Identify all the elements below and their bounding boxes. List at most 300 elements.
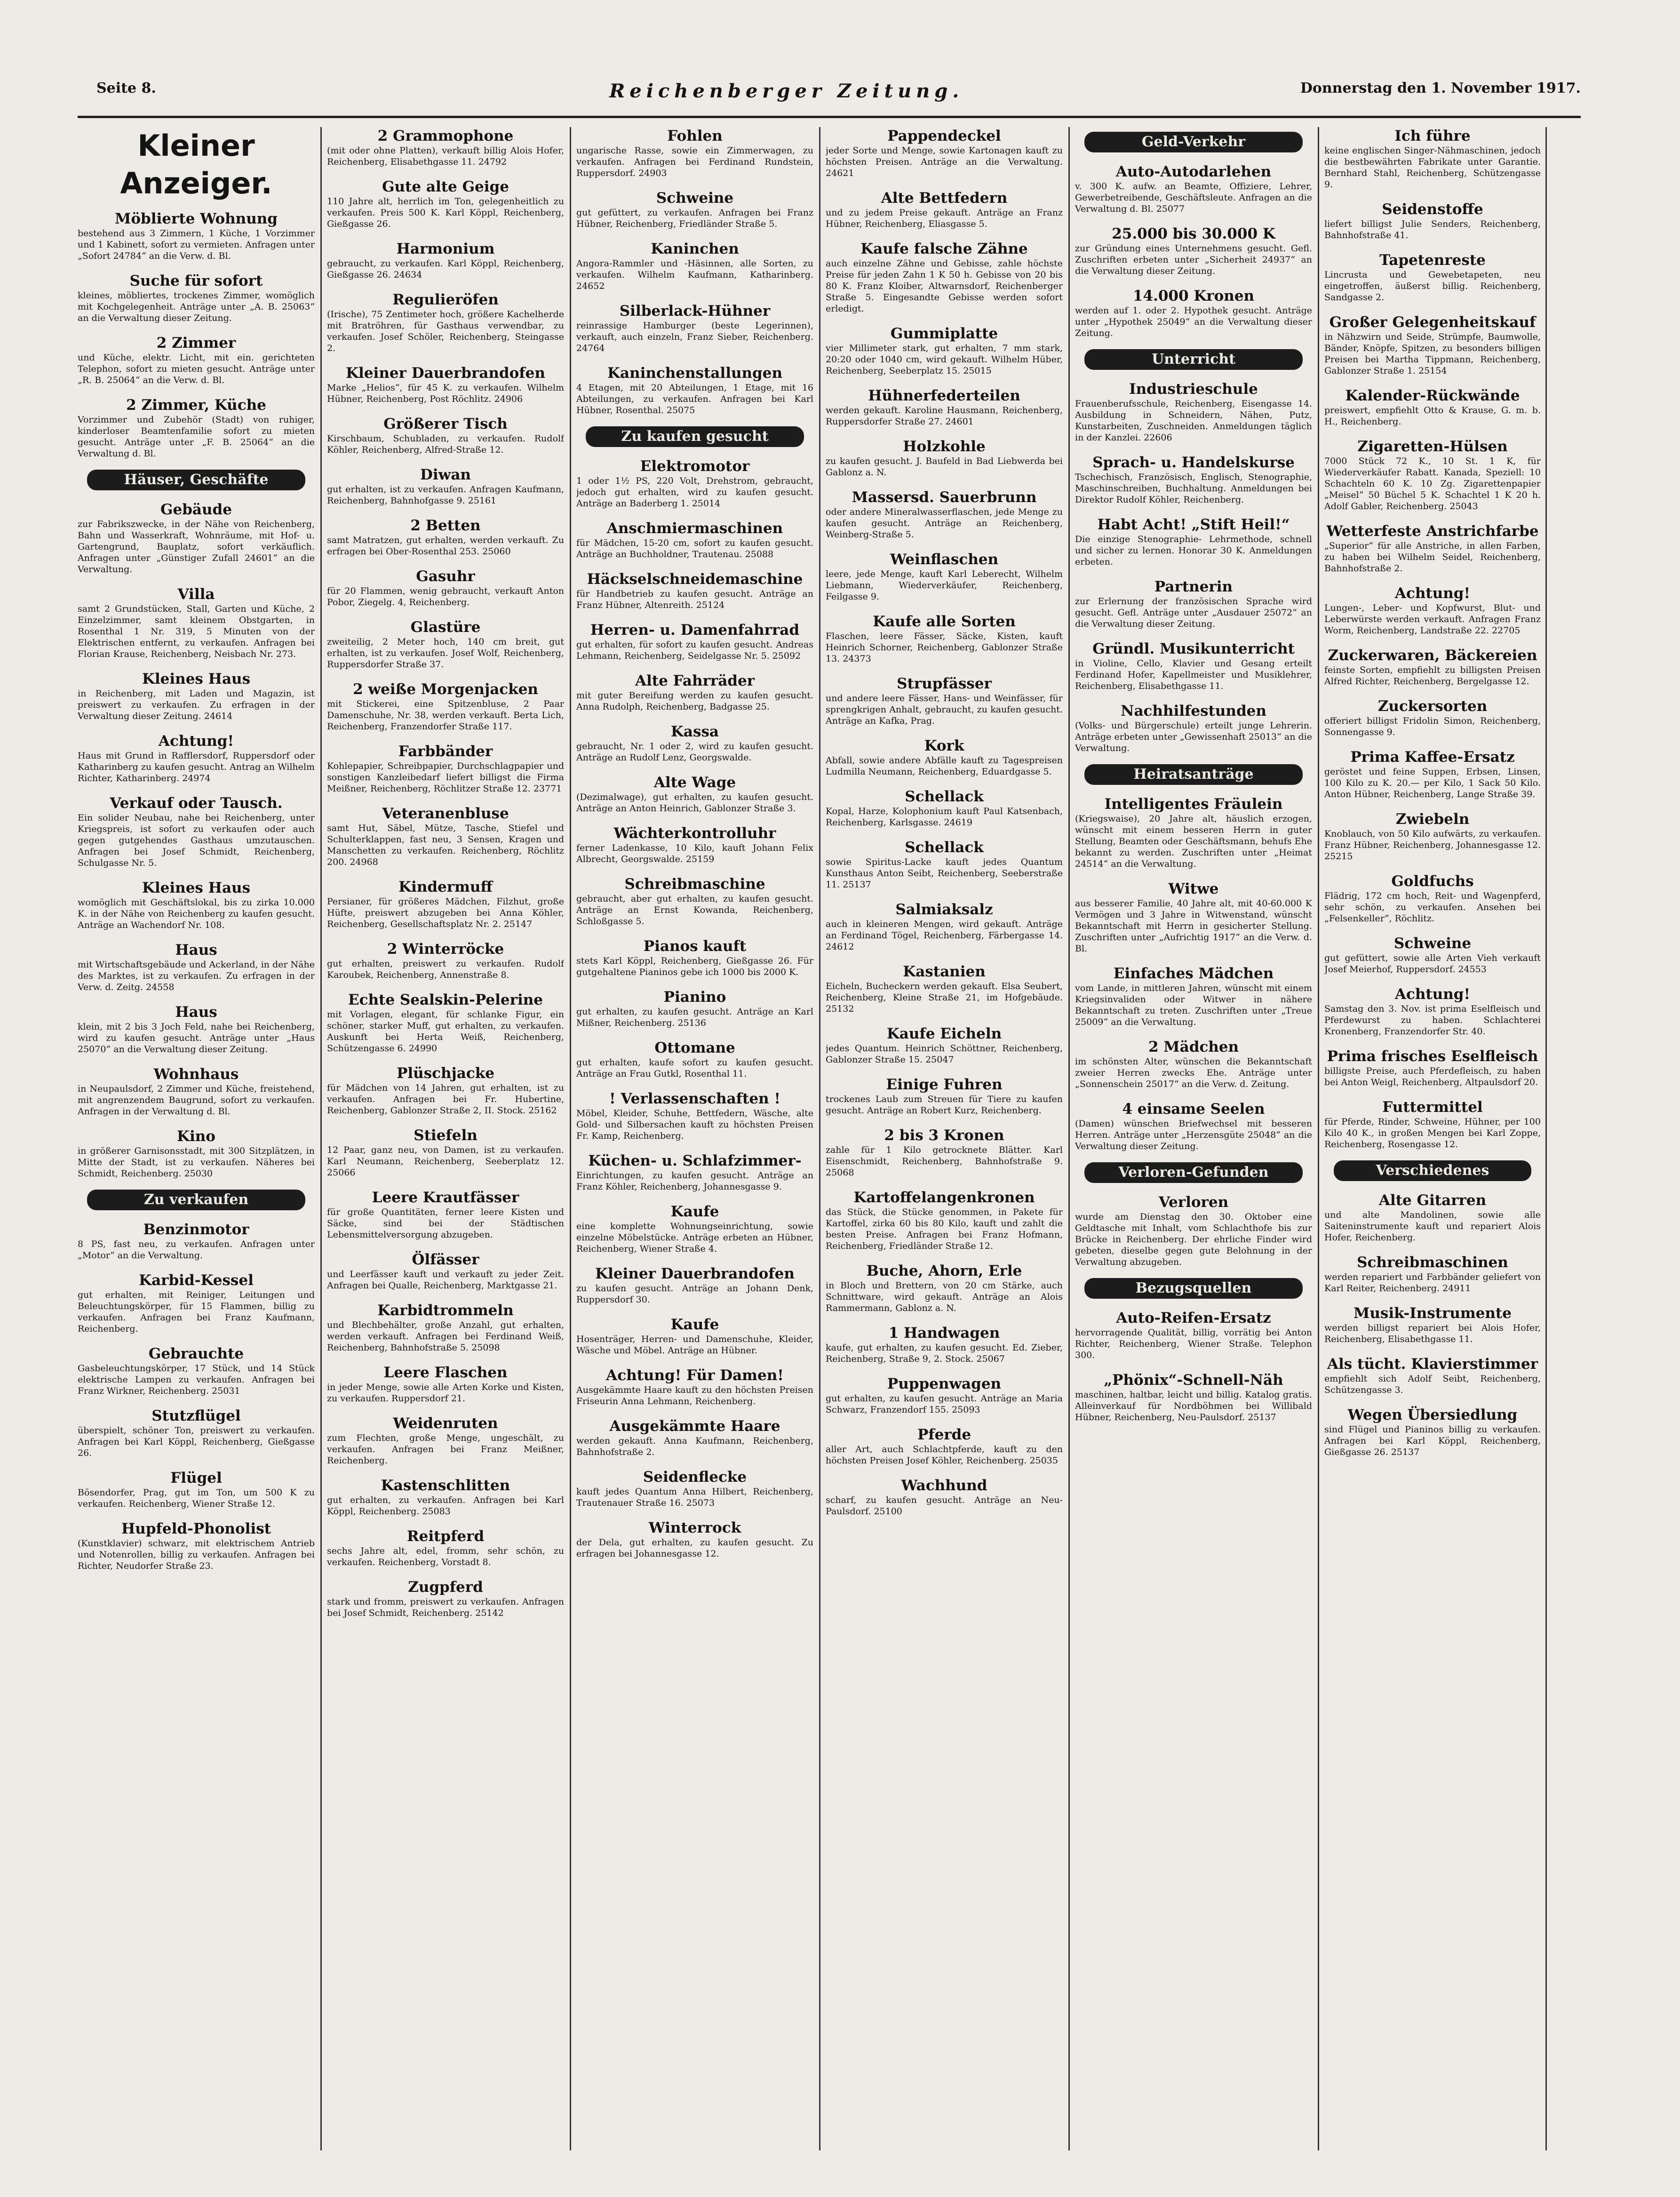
classified-ad	[826, 675, 1063, 727]
ad-body: Angora-Rammler und -Häsinnen, alle Sorten, zu verkaufen. Wilhelm Kaufmann, Katharinberg. 24652	[576, 258, 813, 291]
classified-ad	[826, 488, 1063, 540]
classified-ad	[78, 1469, 315, 1510]
ad-heading: Großer Gelegenheitskauf	[1329, 314, 1536, 331]
ad-body: vier Millimeter stark, gut erhalten, 7 mm stark, 20:20 oder 1040 cm, wird gekauft. Wilhelm Hüber, Reichenberg, Seeberplatz 15. 25015	[826, 343, 1063, 376]
ad-heading: Witwe	[1168, 880, 1219, 897]
ad-heading: Weinflaschen	[890, 551, 999, 568]
classified-ad	[327, 517, 564, 557]
classified-ad	[826, 613, 1063, 664]
ad-heading: Zuckersorten	[1377, 698, 1488, 715]
ad-heading: Kino	[177, 1128, 215, 1145]
ad-body: kaufe, gut erhalten, zu kaufen gesucht. Ed. Zieber, Reichenberg, Straße 9, 2. Stock. 25067	[826, 1342, 1063, 1364]
ad-body: oder andere Mineralwasserflaschen, jede Menge zu kaufen gesucht. Anträge an Reichenberg, Weinberg-Straße 5.	[826, 507, 1063, 540]
ad-heading: Strupfässer	[897, 675, 992, 692]
classified-ad	[1075, 163, 1312, 215]
ad-heading: Haus	[175, 942, 217, 959]
ad-body: bestehend aus 3 Zimmern, 1 Küche, 1 Vorzimmer und 1 Kabinett, sofort zu vermieten. Anfragen unter „Sofort 24784“ an die Verw. d. Bl.	[78, 228, 315, 261]
ad-body: keine englischen Singer-Nähmaschinen, jedoch die bestbewährten Fabrikate unter Garantie. Bernhard Stahl, Reichenberg, Schützengasse 9.	[1324, 145, 1541, 190]
ad-heading: 2 Mädchen	[1148, 1039, 1239, 1055]
classified-ad	[1324, 313, 1541, 376]
ad-body: Einrichtungen, zu kaufen gesucht. Anträge an Franz Köhler, Reichenberg, Johannesgasse 9.	[576, 1170, 813, 1192]
ad-heading: Alte Bettfedern	[881, 190, 1008, 207]
ad-body: sechs Jahre alt, edel, fromm, sehr schön, zu verkaufen. Reichenberg, Vorstadt 8.	[327, 1546, 564, 1567]
ad-heading: Als tücht. Klavierstimmer	[1327, 1356, 1538, 1373]
section-title: Kleiner Anzeiger.	[120, 128, 272, 200]
ad-body: 1 oder 1½ PS, 220 Volt, Drehstrom, gebraucht, jedoch gut erhalten, wird zu kaufen gesucht. Anträge an Baderberg 1. 25014	[576, 476, 813, 509]
ad-body: aus besserer Familie, 40 Jahre alt, mit 40-60.000 K Vermögen und 3 Jahre in Witwenstand, wünscht Bekanntschaft mit Herrn in gesicherter Stellung. Zuschriften unter „Aufrichtig 1917“ an die Verw. d. Bl.	[1075, 898, 1312, 954]
ad-heading: Verloren	[1158, 1194, 1229, 1211]
ad-heading: Farbbänder	[398, 743, 493, 760]
ad-body: Möbel, Kleider, Schuhe, Bettfedern, Wäsche, alte Gold- und Silbersachen kauft zu höchsten Preisen Fr. Kamp, Reichenberg.	[576, 1108, 813, 1141]
ad-body: gut erhalten, zu kaufen gesucht. Anträge an Karl Mißner, Reichenberg. 25136	[576, 1007, 813, 1028]
classified-ad	[1075, 1193, 1312, 1268]
classified-ad	[1324, 872, 1541, 924]
ad-body: gut gefüttert, sowie alle Arten Vieh verkauft Josef Meierhof, Ruppersdorf. 24553	[1324, 953, 1541, 975]
classified-ad	[576, 1265, 813, 1305]
ad-body: in Nähzwirn und Seide, Strümpfe, Baumwolle, Bänder, Knöpfe, Spitzen, zu besonders billigen Preisen bei Martha Tippmann, Reichenberg, Gablonzer Straße 1. 25154	[1324, 332, 1541, 376]
ad-body: werden gekauft. Karoline Hausmann, Reichenberg, Ruppersdorfer Straße 27. 24601	[826, 405, 1063, 427]
classified-ad	[78, 794, 315, 869]
classified-ad	[826, 240, 1063, 314]
ad-body: ferner Ladenkasse, 10 Kilo, kauft Johann Felix Albrecht, Georgswalde. 25159	[576, 843, 813, 864]
ad-heading: Wächterkontrolluhr	[613, 825, 776, 842]
ad-body: gut erhalten, zu verkaufen. Anfragen bei Karl Köppl, Reichenberg. 25083	[327, 1495, 564, 1517]
ad-body: wurde am Dienstag den 30. Oktober eine Geldtasche mit Inhalt, vom Schlachthofe bis zur Brücke in Reichenberg. Der ehrliche Finder wird gebeten, dieselbe gegen gute Belohnung in der Verwaltung abzugeben.	[1075, 1212, 1312, 1267]
ad-body: in größerer Garnisonsstadt, mit 300 Sitzplätzen, in Mitte der Stadt, ist zu verkaufen. Näheres bei Schmidt, Reichenberg. 25030	[78, 1146, 315, 1179]
classified-ad	[78, 670, 315, 722]
classified-ad	[78, 272, 315, 324]
ad-body: billigste Preise, auch Pferdefleisch, zu haben bei Anton Weigl, Reichenberg, Altpaulsdorf 20.	[1324, 1066, 1541, 1087]
ad-body: geröstet und feine Suppen, Erbsen, Linsen, 100 Kilo zu K. 20.— per Kilo, 1 Sack 50 Kilo. Anton Hübner, Reichenberg, Lange Straße 39.	[1324, 767, 1541, 799]
ad-heading: 2 bis 3 Kronen	[884, 1127, 1004, 1144]
ad-heading: Habt Acht! „Stift Heil!“	[1097, 516, 1290, 533]
ad-body: für 20 Flammen, wenig gebraucht, verkauft Anton Pobor, Ziegelg. 4, Reichenberg.	[327, 586, 564, 607]
classified-ad	[1324, 1304, 1541, 1345]
ad-body: werden gekauft. Anna Kaufmann, Reichenberg, Bahnhofstraße 2.	[576, 1436, 813, 1457]
ad-body: zur Erlernung der französischen Sprache wird gesucht. Gefl. Anträge unter „Ausdauer 25072“ an die Verwaltung dieser Zeitung.	[1075, 596, 1312, 629]
ad-body: Lincrusta und Gewebetapeten, neu eingetroffen, äußerst billig. Reichenberg, Sandgasse 2.	[1324, 270, 1541, 303]
classified-ad	[327, 1251, 564, 1291]
classified-ad	[327, 878, 564, 930]
classified-ad	[826, 551, 1063, 602]
classified-ad	[78, 1407, 315, 1459]
ad-heading: Kartoffelangenkronen	[853, 1189, 1035, 1206]
classified-ad	[327, 1364, 564, 1404]
ad-body: zur Fabrikszwecke, in der Nähe von Reichenberg, Bahn und Wasserkraft, Wohnräume, mit Hof- u. Gartengrund, Bauplatz, sofort verkäuflich. Anfragen unter „Günstiger Zufall 24601“ an die Verwaltung.	[78, 519, 315, 575]
ad-body: jedes Quantum. Heinrich Schöttner, Reichenberg, Gablonzer Straße 15. 25047	[826, 1043, 1063, 1065]
ad-body: der Dela, gut erhalten, zu kaufen gesucht. Zu erfragen bei Johannesgasse 12.	[576, 1537, 813, 1559]
ad-heading: Hühnerfederteilen	[868, 387, 1020, 404]
classified-ad	[327, 618, 564, 670]
ad-heading: Ich führe	[1394, 128, 1471, 144]
classified-ad	[826, 325, 1063, 376]
ad-heading: Häckselschneidemaschine	[587, 571, 803, 588]
ad-body: auch in kleineren Mengen, wird gekauft. Anträge an Ferdinand Tögel, Reichenberg, Färbergasse 14. 24612	[826, 919, 1063, 952]
ad-heading: Kleiner Dauerbrandofen	[595, 1265, 795, 1282]
ad-body: leere, jede Menge, kauft Karl Leberecht, Wilhelm Liebmann, Wiederverkäufer, Reichenberg, Feilgasse 9.	[826, 569, 1063, 602]
ad-heading: Achtung!	[158, 733, 234, 750]
ad-heading: Seidenstoffe	[1382, 201, 1483, 218]
classified-ad	[576, 570, 813, 611]
ad-heading: Silberlack-Hühner	[619, 303, 771, 320]
classified-ad	[1075, 287, 1312, 339]
ad-body: (Irische), 75 Zentimeter hoch, größere Kachelherde mit Bratröhren, für Gasthaus verwendbar, zu verkaufen. Josef Schöler, Reichenberg, Steingasse 2.	[327, 309, 564, 353]
ad-heading: Achtung!	[1394, 585, 1471, 602]
column-divider	[1318, 127, 1319, 2150]
classified-ad	[576, 519, 813, 560]
ad-heading: Kindermuff	[398, 879, 493, 895]
ad-body: gebraucht, aber gut erhalten, zu kaufen gesucht. Anträge an Ernst Kowanda, Reichenberg, Schloßgasse 5.	[576, 894, 813, 927]
ad-body: in jeder Menge, sowie alle Arten Korke und Kisten, zu verkaufen. Ruppersdorf 21.	[327, 1382, 564, 1404]
ad-body: für Pferde, Rinder, Schweine, Hühner, per 100 Kilo 40 K., in großen Mengen bei Karl Zoppe, Reichenberg, Rosengasse 12.	[1324, 1117, 1541, 1150]
ad-heading: Regulieröfen	[392, 291, 499, 308]
classified-ad	[1075, 640, 1312, 692]
ad-body: Samstag den 3. Nov. ist prima Eselfleisch und Pferdewurst zu haben. Schlachterei Kronenberg, Franzendorfer Str. 40.	[1324, 1004, 1541, 1037]
ad-body: sowie Spiritus-Lacke kauft jedes Quantum Kunsthaus Anton Seibt, Reichenberg, Seeberstraße 11. 25137	[826, 857, 1063, 890]
ad-body: Vorzimmer und Zubehör (Stadt) von ruhiger, kinderloser Beamtenfamilie sofort zu mieten gesucht. Anträge unter „F. B. 25064“ an die Verwaltung d. Bl.	[78, 415, 315, 459]
column-divider	[570, 127, 571, 2150]
ad-body: (Dezimalwage), gut erhalten, zu kaufen gesucht. Anträge an Anton Heinrich, Gablonzer Straße 3.	[576, 792, 813, 814]
ad-heading: Alte Fahrräder	[635, 672, 755, 689]
classified-ad	[576, 1417, 813, 1458]
ad-heading: Pferde	[917, 1426, 971, 1443]
classified-ad	[576, 127, 813, 179]
ad-heading: Alte Gitarren	[1378, 1192, 1487, 1209]
classified-ad	[1324, 985, 1541, 1037]
ad-body: Knoblauch, von 50 Kilo aufwärts, zu verkaufen. Franz Hübner, Reichenberg, Johannesgasse 12. 25215	[1324, 829, 1541, 862]
classified-ad	[327, 291, 564, 354]
ad-heading: Größerer Tisch	[383, 415, 508, 432]
section-header: Geld-Verkehr	[1084, 132, 1303, 152]
ad-heading: Prima Kaffee-Ersatz	[1350, 749, 1515, 766]
ad-heading: „Phönix“-Schnell-Näh	[1104, 1372, 1283, 1389]
ad-heading: Gebäude	[160, 501, 232, 518]
ad-heading: 2 Grammophone	[377, 128, 514, 144]
classified-ad	[1075, 702, 1312, 754]
ad-heading: Küchen- u. Schlafzimmer-	[588, 1152, 802, 1169]
ad-body: v. 300 K. aufw. an Beamte, Offiziere, Lehrer, Gewerbetreibende, Geschäftsleute. Anfragen an die Verwaltung d. Bl. 25077	[1075, 181, 1312, 214]
ad-heading: Echte Sealskin-Pelerine	[348, 991, 543, 1008]
section-header: Bezugsquellen	[1084, 1278, 1303, 1299]
ad-heading: Holzkohle	[903, 438, 986, 455]
classified-ad	[1075, 1038, 1312, 1090]
classified-ad	[78, 1003, 315, 1055]
classified-ad	[576, 1090, 813, 1142]
classified-ad	[78, 1221, 315, 1261]
ad-body: Die einzige Stenographie- Lehrmethode, schnell und sicher zu lernen. Honorar 30 K. Anmeldungen erbeten.	[1075, 534, 1312, 567]
classified-ad	[1075, 1371, 1312, 1423]
ad-body: reinrassige Hamburger (beste Legerinnen), verkauft, auch einzeln, Franz Sieber, Reichenberg. 24764	[576, 320, 813, 353]
classified-ad	[1324, 200, 1541, 241]
ad-heading: Industrieschule	[1129, 381, 1258, 398]
classified-ad	[576, 774, 813, 814]
classified-ad	[78, 1065, 315, 1117]
classified-ad	[1075, 380, 1312, 443]
ad-heading: Schreibmaschinen	[1357, 1254, 1508, 1271]
classified-ad	[576, 189, 813, 230]
ad-heading: Diwan	[420, 466, 471, 483]
ad-body: Lungen-, Leber- und Kopfwurst, Blut- und Leberwürste werden verkauft. Anfragen Franz Worm, Reichenberg, Landstraße 22. 22705	[1324, 603, 1541, 636]
ad-heading: Kalender-Rückwände	[1345, 387, 1520, 404]
ad-body: offeriert billigst Fridolin Simon, Reichenberg, Sonnengasse 9.	[1324, 716, 1541, 737]
ad-body: aller Art, auch Schlachtpferde, kauft zu den höchsten Preisen Josef Köhler, Reichenberg. 25035	[826, 1444, 1063, 1466]
classified-ad	[576, 1366, 813, 1407]
ad-heading: Seidenflecke	[643, 1469, 747, 1486]
classified-ad	[327, 991, 564, 1054]
section-header: Verloren-Gefunden	[1084, 1162, 1303, 1183]
ad-body: Persianer, für größeres Mädchen, Filzhut, große Hüfte, preiswert abzugeben bei Anna Köhler, Reichenberg, Gesellschaftsplatz Nr. 2. 25147	[327, 896, 564, 929]
ad-heading: Harmonium	[396, 240, 495, 257]
ad-heading: Auto-Autodarlehen	[1115, 163, 1272, 180]
ad-heading: Kaufe falsche Zähne	[860, 240, 1028, 257]
ad-heading: Kaninchen	[651, 240, 739, 257]
ad-body: (Damen) wünschen Briefwechsel mit besseren Herren. Anträge unter „Herzensgüte 25048“ an die Verwaltung dieser Zeitung.	[1075, 1118, 1312, 1151]
classified-ad	[1075, 1309, 1312, 1361]
ad-body: (mit oder ohne Platten), verkauft billig Alois Hofer, Reichenberg, Elisabethgasse 11. 24792	[327, 145, 564, 167]
classified-ad	[576, 1039, 813, 1079]
classified-ad	[327, 466, 564, 506]
ad-body: Ein solider Neubau, nahe bei Reichenberg, unter Kriegspreis, ist sofort zu verkaufen oder auch gegen gutgehendes Gasthaus umzutauschen. Anfragen bei Josef Schmidt, Reichenberg, Schulgasse Nr. 5.	[78, 813, 315, 868]
ad-body: Gasbeleuchtungskörper, 17 Stück, und 14 Stück elektrische Lampen zu verkaufen. Anfragen bei Franz Wirkner, Reichenberg. 25031	[78, 1363, 315, 1396]
ad-heading: Wetterfeste Anstrichfarbe	[1326, 523, 1539, 540]
ad-heading: Ausgekämmte Haare	[609, 1418, 780, 1435]
classified-ad	[576, 302, 813, 354]
ad-body: stets Karl Köppl, Reichenberg, Gießgasse 26. Für gutgehaltene Pianinos gebe ich 1000 bis 2000 K.	[576, 956, 813, 977]
ad-heading: Nachhilfestunden	[1121, 703, 1266, 719]
ad-heading: Gründl. Musikunterricht	[1092, 640, 1295, 657]
ad-heading: Buche, Ahorn, Erle	[866, 1262, 1022, 1279]
ad-heading: Winterrock	[648, 1519, 741, 1536]
column-divider	[320, 127, 322, 2150]
classified-ad	[327, 240, 564, 280]
ad-body: werden auf 1. oder 2. Hypothek gesucht. Anträge unter „Hypothek 25049“ an die Verwaltung dieser Zeitung.	[1075, 305, 1312, 338]
ad-body: Kirschbaum, Schubladen, zu verkaufen. Rudolf Köhler, Reichenberg, Alfred-Straße 12.	[327, 433, 564, 455]
column-divider	[1068, 127, 1070, 2150]
classified-ad	[1324, 1355, 1541, 1396]
classified-ad	[327, 805, 564, 868]
ad-body: (Kunstklavier) schwarz, mit elektrischem Antrieb und Notenrollen, billig zu verkaufen. Anfragen bei Richter, Neudorfer Straße 23.	[78, 1538, 315, 1571]
ad-heading: Schreibmaschine	[624, 876, 765, 893]
classified-ad	[1324, 697, 1541, 738]
ad-heading: Kleines Haus	[142, 671, 251, 687]
section-header: Verschiedenes	[1334, 1160, 1531, 1181]
ad-body: samt 2 Grundstücken, Stall, Garten und Küche, 2 Einzelzimmer, samt kleinem Obstgarten, in Rosenthal 1 Nr. 319, 5 Minuten von der Elektrischen entfernt, zu verkaufen. Anfragen bei Florian Krause, Reichenberg, Neisbach Nr. 273.	[78, 604, 315, 659]
ad-heading: Haus	[175, 1004, 217, 1021]
ad-heading: 14.000 Kronen	[1132, 288, 1255, 304]
ad-heading: Zigaretten-Hülsen	[1357, 438, 1508, 455]
ad-heading: 1 Handwagen	[888, 1325, 1000, 1342]
ad-body: samt Matratzen, gut erhalten, werden verkauft. Zu erfragen bei Ober-Rosenthal 253. 25060	[327, 535, 564, 557]
ad-heading: Salmiaksalz	[895, 901, 993, 918]
classified-ad	[78, 334, 315, 386]
classified-ad	[576, 240, 813, 292]
ad-heading: Gasuhr	[416, 568, 475, 585]
ad-heading: Zwiebeln	[1395, 811, 1470, 828]
classified-ad	[78, 1127, 315, 1179]
section-header: Zu kaufen gesucht	[586, 426, 804, 447]
ad-body: ungarische Rasse, sowie ein Zimmerwagen, zu verkaufen. Anfragen bei Ferdinand Rundstein, Ruppersdorf. 24903	[576, 145, 813, 178]
ad-body: zahle für 1 Kilo getrocknete Blätter. Karl Eisenschmidt, Reichenberg, Bahnhofstraße 9. 25068	[826, 1145, 1063, 1178]
ad-body: (Volks- und Bürgerschule) erteilt junge Lehrerin. Anträge erbeten unter „Gewissenhaft 25013“ an die Verwaltung.	[1075, 720, 1312, 753]
classified-ad	[327, 1477, 564, 1517]
classified-ad	[78, 501, 315, 575]
classified-ad	[327, 364, 564, 405]
column-2	[327, 127, 564, 2150]
classified-ad	[327, 1578, 564, 1619]
ad-heading: Möblierte Wohnung	[115, 210, 278, 227]
ad-heading: Stutzflügel	[151, 1407, 241, 1424]
ad-body: überspielt, schöner Ton, preiswert zu verkaufen. Anfragen bei Karl Köppl, Reichenberg, Gießgasse 26.	[78, 1425, 315, 1458]
ad-body: in Bloch und Brettern, von 20 cm Stärke, auch Schnittware, wird gekauft. Anträge an Alois Rammermann, Gablonz a. N.	[826, 1280, 1063, 1313]
classified-ad	[826, 737, 1063, 777]
ad-body: Marke „Helios“, für 45 K. zu verkaufen. Wilhelm Hübner, Reichenberg, Post Röchlitz. 24906	[327, 383, 564, 404]
ad-heading: Goldfuchs	[1391, 873, 1474, 890]
section-header: Heiratsanträge	[1084, 764, 1303, 785]
classified-ad	[1324, 647, 1541, 687]
classified-ad	[576, 988, 813, 1029]
ad-heading: Schweine	[1393, 935, 1472, 952]
classified-ad	[327, 1414, 564, 1466]
column-5	[1075, 127, 1312, 2150]
ad-body: und zu jedem Preise gekauft. Anträge an Franz Hübner, Reichenberg, Eliasgasse 5.	[826, 208, 1063, 229]
ad-heading: Elektromotor	[640, 458, 750, 475]
ad-heading: Wachhund	[901, 1477, 987, 1494]
ad-heading: 25.000 bis 30.000 K	[1112, 225, 1275, 242]
ad-body: gut erhalten, kaufe sofort zu kaufen gesucht. Anträge an Frau Gutkl, Rosenthal 11.	[576, 1057, 813, 1079]
ad-body: Haus mit Grund in Rafflersdorf, Ruppersdorf oder Katharinberg zu kaufen gesucht. Antrag an Wilhelm Richter, Katharinberg. 24974	[78, 751, 315, 783]
ad-body: kauft jedes Quantum Anna Hilbert, Reichenberg, Trautenauer Straße 16. 25073	[576, 1486, 813, 1508]
ad-body: feinste Sorten, empfiehlt zu billigsten Preisen Alfred Richter, Reichenberg, Bergelgasse 12.	[1324, 665, 1541, 687]
classified-ad	[576, 621, 813, 662]
ad-body: für Handbetrieb zu kaufen gesucht. Anträge an Franz Hübner, Altenreith. 25124	[576, 589, 813, 610]
classified-ad	[1075, 225, 1312, 277]
ad-heading: Stiefeln	[414, 1127, 478, 1144]
ad-heading: Kassa	[670, 723, 719, 740]
ad-heading: Schellack	[905, 839, 984, 856]
classified-ad	[78, 1520, 315, 1572]
classified-ad	[327, 1064, 564, 1116]
ad-heading: Suche für sofort	[129, 272, 263, 289]
ad-heading: 4 einsame Seelen	[1122, 1101, 1265, 1118]
classified-ad	[826, 1126, 1063, 1178]
ad-heading: Zugpferd	[408, 1579, 483, 1596]
classified-ad	[327, 415, 564, 455]
ad-heading: Kleiner Dauerbrandofen	[346, 365, 545, 382]
ad-body: gut erhalten, preiswert zu verkaufen. Rudolf Karoubek, Reichenberg, Annenstraße 8.	[327, 959, 564, 980]
column-divider	[819, 127, 820, 2150]
classified-ad	[826, 387, 1063, 427]
ad-heading: 2 Zimmer	[156, 335, 236, 352]
ad-heading: 2 Zimmer, Küche	[126, 397, 266, 414]
ad-body: werden repariert und Farbbänder geliefert von Karl Reiter, Reichenberg. 24911	[1324, 1272, 1541, 1294]
ad-body: klein, mit 2 bis 3 Joch Feld, nahe bei Reichenberg, wird zu kaufen gesucht. Anträge unter „Haus 25070“ an die Verwaltung dieser Zeitung.	[78, 1022, 315, 1055]
ad-body: 8 PS, fast neu, zu verkaufen. Anfragen unter „Motor“ an die Verwaltung.	[78, 1239, 315, 1261]
ad-body: und Blechbehälter, große Anzahl, gut erhalten, werden verkauft. Anfragen bei Ferdinand Weiß, Reichenberg, Bahnhofstraße 5. 25098	[327, 1320, 564, 1353]
classified-ad	[576, 457, 813, 509]
ad-body: gut gefüttert, zu verkaufen. Anfragen bei Franz Hübner, Reichenberg, Friedländer Straße 5.	[576, 208, 813, 229]
ad-body: samt Hut, Säbel, Mütze, Tasche, Stiefel und Schulterklappen, fast neu, 3 Sensen, Kragen und Manschetten zu verkaufen. Reichenberg, Röchlitz 200. 24968	[327, 823, 564, 867]
column-4	[826, 127, 1063, 2150]
classified-ad	[576, 824, 813, 865]
classified-ad	[576, 1519, 813, 1559]
classified-ad	[1075, 578, 1312, 630]
classified-ad	[576, 1152, 813, 1192]
ad-body: und Küche, elektr. Licht, mit ein. gerichteten Telephon, sofort zu mieten gesucht. Anträge unter „R. B. 25064“ an die Verw. d. Bl.	[78, 352, 315, 385]
page-header	[78, 80, 1581, 108]
ad-heading: Wegen Übersiedlung	[1347, 1406, 1518, 1423]
ad-body: eine komplette Wohnungseinrichtung, sowie einzelne Möbelstücke. Anträge erbeten an Hübner, Reichenberg, Wiener Straße 4.	[576, 1221, 813, 1254]
classified-ad	[826, 1189, 1063, 1252]
ad-heading: Karbid-Kessel	[139, 1272, 254, 1289]
page-number: Seite 8.	[96, 80, 156, 96]
ad-heading: Einige Fuhren	[886, 1076, 1003, 1093]
classified-ad	[78, 732, 315, 784]
classified-ad	[576, 672, 813, 712]
ad-heading: Einfaches Mädchen	[1113, 965, 1274, 982]
ad-heading: Futtermittel	[1382, 1099, 1483, 1116]
column-1	[78, 127, 315, 2150]
ad-body: liefert billigst Julie Senders, Reichenberg, Bahnhofstraße 41.	[1324, 219, 1541, 240]
classified-ad	[1075, 965, 1312, 1028]
ad-body: gut erhalten, für sofort zu kaufen gesucht. Andreas Lehmann, Reichenberg, Seidelgasse Nr. 5. 25092	[576, 639, 813, 661]
ad-heading: Plüschjacke	[397, 1065, 494, 1082]
classified-ad	[327, 178, 564, 230]
ad-body: mit Stickerei, eine Spitzenbluse, 2 Paar Damenschuhe, Nr. 38, werden verkauft. Berta Lich, Reichenberg, Franzendorfer Straße 117.	[327, 699, 564, 732]
classified-ad	[826, 901, 1063, 952]
classified-ad	[826, 438, 1063, 478]
ad-body: Flädrig, 172 cm hoch, Reit- und Wagenpferd, sehr schön, zu verkaufen. Ansehen bei „Felsenkeller“, Röchlitz.	[1324, 891, 1541, 924]
ad-body: hervorragende Qualität, billig, vorrätig bei Anton Richter, Reichenberg, Wiener Straße. Telephon 300.	[1075, 1327, 1312, 1360]
classified-ad	[576, 723, 813, 763]
classified-ad	[576, 364, 813, 416]
ad-body: preiswert, empfiehlt Otto & Krause, G. m. b. H., Reichenberg.	[1324, 405, 1541, 427]
ad-heading: Kaninchenstallungen	[607, 365, 782, 382]
classified-ad	[826, 1426, 1063, 1466]
classified-ad	[826, 963, 1063, 1015]
classified-ad	[1324, 387, 1541, 427]
classified-ad	[826, 839, 1063, 890]
ad-heading: ! Verlassenschaften !	[609, 1090, 780, 1107]
classified-ad	[826, 1076, 1063, 1116]
classified-ad	[327, 127, 564, 168]
classified-ad	[1324, 1254, 1541, 1294]
ad-heading: Prima frisches Eselfleisch	[1327, 1048, 1538, 1065]
ad-body: Tschechisch, Französisch, Englisch, Stenographie, Maschinschreiben, Buchhaltung. Anmeldungen bei Direktor Rudolf Köhler, Reichenberg.	[1075, 472, 1312, 505]
classified-ad	[1075, 454, 1312, 505]
ad-body: mit Vorlagen, elegant, für schlanke Figur, ein schöner, starker Muff, gut erhalten, zu verkaufen. Auskunft bei Herta Weiß, Reichenberg, Schützengasse 6. 24990	[327, 1009, 564, 1054]
newspaper-page	[78, 80, 1581, 2169]
ad-body: Hosenträger, Herren- und Damenschuhe, Kleider, Wäsche und Möbel. Anträge an Hübner.	[576, 1334, 813, 1356]
classified-ad	[826, 1324, 1063, 1365]
ad-body: gut erhalten, ist zu verkaufen. Anfragen Kaufmann, Reichenberg, Bahnhofgasse 9. 25161	[327, 484, 564, 506]
ad-body: 7000 Stück 72 K., 10 St. 1 K, für Wiederverkäufer Rabatt. Kanada, Speziell: 10 Schachteln 60 K. 10 Zg. Zigarettenpapier „Meisel“ 50 Büchel 5 K. Schachtel 1 K 20 h. Adolf Gabler, Reichenberg. 25043	[1324, 456, 1541, 511]
ad-body: für Mädchen von 14 Jahren, gut erhalten, ist zu verkaufen. Anfragen bei Fr. Hubertine, Reichenberg, Gablonzer Straße 2, II. Stock. 25162	[327, 1083, 564, 1116]
classified-ad	[1324, 1047, 1541, 1088]
classified-ad	[78, 941, 315, 993]
classified-ad	[78, 210, 315, 262]
ad-heading: Puppenwagen	[887, 1375, 1002, 1392]
classified-ad	[1075, 795, 1312, 870]
classified-ad	[1324, 1098, 1541, 1150]
ad-heading: Intelligentes Fräulein	[1104, 796, 1283, 813]
classified-ad	[327, 1302, 564, 1353]
ad-body: Frauenberufsschule, Reichenberg, Eisengasse 14. Ausbildung in Schneidern, Nähen, Putz, Kunstarbeiten, Zuschneiden. Anmeldungen täglich in der Kanzlei. 22606	[1075, 399, 1312, 443]
ad-body: stark und fromm, preiswert zu verkaufen. Anfragen bei Josef Schmidt, Reichenberg. 25142	[327, 1597, 564, 1618]
classified-ad	[826, 189, 1063, 230]
ad-heading: Gummiplatte	[890, 325, 998, 342]
classified-ad	[327, 1527, 564, 1568]
ad-heading: Verkauf oder Tausch.	[110, 795, 283, 812]
